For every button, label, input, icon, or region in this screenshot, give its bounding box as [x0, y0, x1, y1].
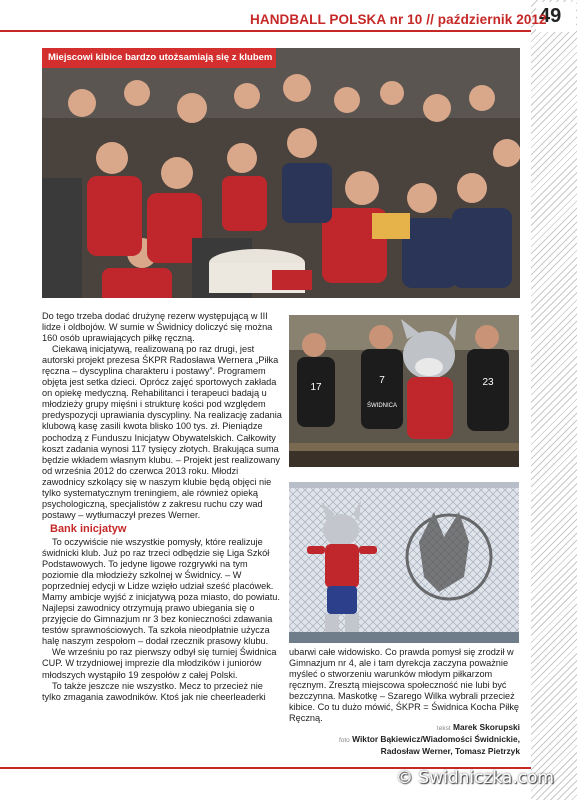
- watermark: © Swidniczka.com: [396, 768, 555, 788]
- article-paragraph: To także jeszcze nie wszystko. Mecz to przecież nie tylko zmagania zawodników. Ktoś jak nie cheerleaderki: [42, 680, 266, 702]
- header-rule: [0, 30, 531, 32]
- svg-text:7: 7: [379, 375, 385, 386]
- credits: [289, 722, 520, 757]
- page-number: 49: [539, 5, 562, 27]
- magazine-header: HANDBALL POLSKA nr 10 // październik 2012: [250, 12, 547, 27]
- mascot-goal-illustration: [289, 482, 519, 643]
- credit-photo-authors-2: Radosław Werner, Tomasz Pietrzyk: [380, 746, 520, 756]
- article-paragraph: Do tego trzeba dodać drużynę rezerw występującą w III lidze i oldbojów. W sumie w Świdnicy doliczyć się można 160 osób uprawiających piłkę ręczną.: [42, 311, 273, 344]
- article-paragraph: Ciekawą inicjatywą, realizowaną po raz drugi, jest autorski projekt prezesa ŚKPR Radosława Wernera „Piłka ręczna – dyscyplina charakteru i postawy”. Programem objęta jest setka dzieci. Oprócz zajęć sportowych zakłada on opiekę medyczną. Rehabilitanci i terapeuci badają u młodzieży grupy mięśni i strukturę kości pod względem predyspozycji uprawiania dyscypliny. Na realizację zadania klubową kasę zasili kwota blisko 100 tys. zł. Pieniądze pochodzą z Funduszu Inicjatyw Obywatelskich. Całkowity koszt zadania wynosi 117 tysięcy złotych. Brakująca suma będzie wkładem własnym klubu. – Projekt jest realizowany od września 2012 do czerwca 2013 roku. Młodzi zawodnicy szkolący się w naszym klubie będą objęci nie tylko systematycznym treningiem, ale również opieką psychologiczną, specjalistów z zakresu ruchu czy wad postawy – wytłumaczył prezes Werner.: [42, 344, 282, 520]
- mascot-goal-photo: [289, 482, 519, 643]
- credit-photo-authors: Wiktor Bąkiewicz/Wiadomości Świdnickie,: [352, 734, 520, 744]
- article-column-right: ubarwi całe widowisko. Co prawda pomysł się zrodził w Gimnazjum nr 4, ale i tam dyrekcja zaczyna poważnie myśleć o stworzeniu warunków młodym piłkarzom ręcznym. Zresztą miejscowa społeczność nie lubi być bezczynna. Maskotkę – Szarego Wilka wybrali przecież kibice. Co tu dużo mówić, ŚKPR = Świdnica Kocha Piłkę Ręczną.: [289, 647, 520, 724]
- article-column-left: [42, 311, 282, 703]
- photo-caption: Miejscowi kibice bardzo utożsamiają się z klubem: [42, 48, 276, 68]
- article-paragraph: To oczywiście nie wszystkie pomysły, które realizuje świdnicki klub. Już po raz trzeci odbędzie się Liga Szkół Podstawowych. To jedyne ligowe rozgrywki na tym poziomie dla młodzieży szkolnej w Świdnicy. – W poprzedniej edycji w Lidze wzięło udział sześć placówek. Mamy ambicje wyjść z inicjatywą poza miasto, do powiatu. Najlepsi zawodnicy otrzymują prawo ubiegania się o przyjęcie do Gimnazjum nr 3 bez konieczności zdawania testów sprawnościowych. Ta szkoła nieodpłatnie użycza halę naszym zespołom – dodał rzecznik prasowy klubu.: [42, 536, 280, 647]
- fans-photo-illustration: [42, 48, 520, 298]
- svg-text:ŚWIDNICA: ŚWIDNICA: [367, 403, 397, 409]
- article-paragraph: We wrześniu po raz pierwszy odbył się turniej Świdnica CUP. W trzydniowej imprezie dla młodzików i juniorów młodszych wystąpiło 19 zespołów z całej Polski.: [42, 647, 277, 680]
- fans-photo: [42, 48, 520, 298]
- credit-text-author: Marek Skorupski: [452, 722, 520, 732]
- players-mascot-illustration: [289, 315, 519, 467]
- svg-text:23: 23: [482, 377, 494, 388]
- credit-photo-label: foto: [338, 737, 350, 744]
- section-subheading: Bank inicjatyw: [50, 522, 127, 535]
- credit-text-label: tekst: [436, 725, 451, 732]
- svg-text:17: 17: [310, 382, 322, 393]
- page-margin-hatch: [531, 0, 577, 800]
- players-mascot-photo: [289, 315, 519, 467]
